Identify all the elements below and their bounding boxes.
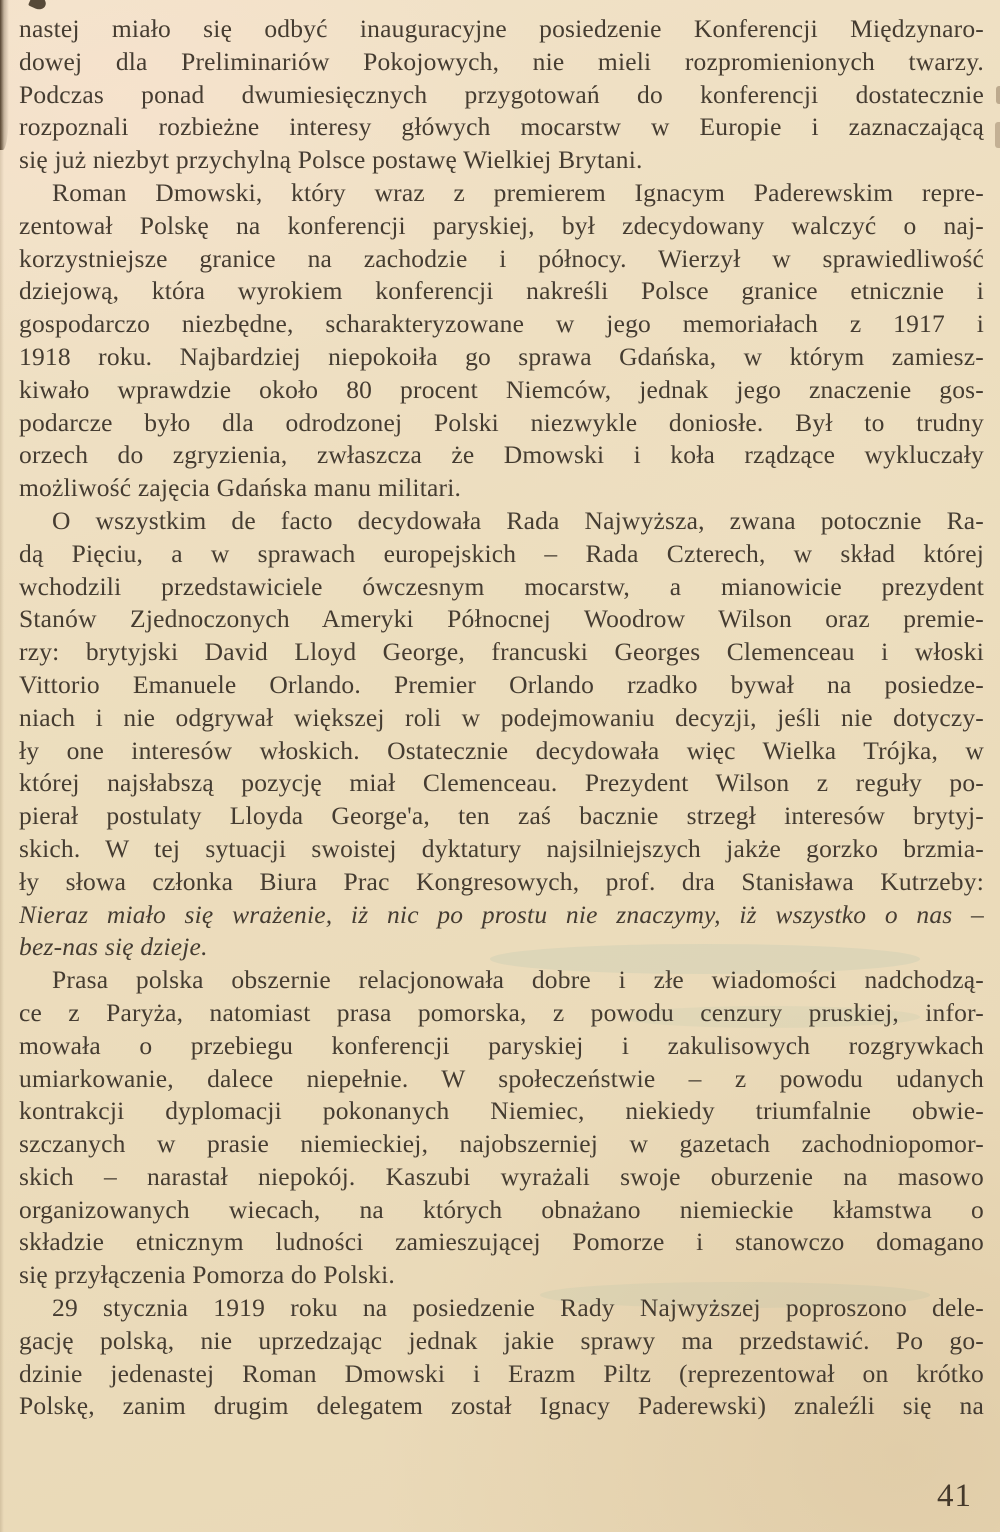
text-line: ły one interesów włoskich. Ostatecznie decydowała więc Wielka Trójka, w [19,735,984,765]
text-line: rozpoznali rozbieżne interesy główych mocarstw w Europie i zaznaczającą [19,112,984,142]
text-line: możliwość zajęcia Gdańska manu militari. [19,473,462,503]
text-line: się przyłączenia Pomorza do Polski. [19,1260,395,1290]
text-line: 29 stycznia 1919 roku na posiedzenie Rady Najwyższej poproszono dele- [52,1293,984,1323]
text-line: zentował Polskę na konferencji paryskiej, był zdecydowany walczyć o naj- [19,210,984,240]
text-line: ce z Paryża, natomiast prasa pomorska, z powodu cenzury pruskiej, infor- [19,997,984,1027]
text-line: korzystniejsze granice na zachodzie i północy. Wierzył w sprawiedliwość [19,243,984,273]
text-line: szczanych w prasie niemieckiej, najobszerniej w gazetach zachodniopomor- [19,1129,984,1159]
text-line: skich. W tej sytuacji swoistej dyktatury najsilniejszych jakże gorzko brzmia- [19,833,984,863]
text-line: niach i nie odgrywał większej roli w podejmowaniu decyzji, jeśli nie dotyczy- [19,702,984,732]
text-line: Polskę, zanim drugim delegatem został Ignacy Paderewski) znaleźli się na [19,1391,984,1421]
paragraph [19,505,984,964]
text-line: składzie etnicznym ludności zamieszującej Pomorze i stanowczo domagano [19,1227,984,1257]
text-line: się już niezbyt przychylną Polsce postawę Wielkiej Brytani. [19,145,643,175]
text-line: dowej dla Preliminariów Pokojowych, nie mieli rozpromienionych twarzy. [19,46,984,76]
text-line: 1918 roku. Najbardziej niepokoiła go sprawa Gdańska, w którym zamiesz- [19,341,984,371]
paragraph [19,1292,984,1423]
text-block [19,13,984,1423]
text-line: kiwało wprawdzie około 80 procent Niemców, jednak jego znaczenie gos- [19,374,984,404]
scan-gutter-faint-shadow [0,120,4,1532]
text-line: dzinie jedenastej Roman Dmowski i Erazm Piltz (reprezentował on krótko [19,1358,984,1388]
text-line: mowała o przebiegu konferencji paryskiej i zakulisowych rozgrywkach [19,1030,984,1060]
scan-edge-mark [996,86,1000,104]
text-line: skich – narastał niepokój. Kaszubi wyrażali swoje oburzenie na masowo [19,1161,984,1191]
text-line: Stanów Zjednoczonych Ameryki Północnej Woodrow Wilson oraz premie- [19,604,984,634]
text-line: której najsłabszą pozycję miał Clemenceau. Prezydent Wilson z reguły po- [19,768,984,798]
text-line: dziejową, która wyrokiem konferencji nakreśli Polsce granice etnicznie i [19,276,984,306]
paragraph [19,13,984,177]
text-line: gację polską, nie uprzedzając jednak jakie sprawy ma przedstawić. Po go- [19,1325,984,1355]
text-line: rzy: brytyjski David Lloyd George, francuski Georges Clemenceau i włoski [19,637,984,667]
text-line: dą Pięciu, a w sprawach europejskich – Rada Czterech, w skład której [19,538,984,568]
scan-edge-mark [995,122,1000,148]
text-line: umiarkowanie, dalece niepełnie. W społeczeństwie – z powodu udanych [19,1063,984,1093]
text-line: ły słowa członka Biura Prac Kongresowych, prof. dra Stanisława Kutrzeby: [19,866,984,896]
text-line: Nieraz miało się wrażenie, iż nic po prostu nie znaczymy, iż wszystko o nas – [19,899,984,929]
page-number: 41 [937,1478,972,1514]
text-line: nastej miało się odbyć inauguracyjne posiedzenie Konferencji Międzynaro- [19,14,984,43]
text-line: podarcze było dla odrodzonej Polski niezwykle doniosłe. Był to trudny [19,407,984,437]
text-line: pierał postulaty Lloyda George'a, ten zaś bacznie strzegł interesów brytyj- [19,801,984,831]
text-line: organizowanych wiecach, na których obnażano niemieckie kłamstwa o [19,1194,984,1224]
text-line: kontrakcji dyplomacji pokonanych Niemiec, niekiedy triumfalnie obwie- [19,1096,984,1126]
text-line: Roman Dmowski, który wraz z premierem Ignacym Paderewskim repre- [52,177,984,207]
text-line: gospodarczo niezbędne, scharakteryzowane w jego memoriałach z 1917 i [19,309,984,339]
text-line: O wszystkim de facto decydowała Rada Najwyższa, zwana potocznie Ra- [52,505,984,535]
text-line: wchodzili przedstawiciele ówczesnym mocarstw, a mianowicie prezydent [19,571,984,601]
text-line: Prasa polska obszernie relacjonowała dobre i złe wiadomości nadchodzą- [52,965,984,995]
paragraph [19,964,984,1292]
text-line: Vittorio Emanuele Orlando. Premier Orlando rzadko bywał na posiedze- [19,669,984,699]
text-line: Podczas ponad dwumiesięcznych przygotowań do konferencji dostatecznie [19,79,984,109]
text-line: bez-nas się dzieje. [19,932,208,962]
text-line: orzech do zgryzienia, zwłaszcza że Dmowski i koła rządzące wykluczały [19,440,984,470]
paragraph [19,177,984,505]
scan-glyph-fragment [28,0,48,12]
